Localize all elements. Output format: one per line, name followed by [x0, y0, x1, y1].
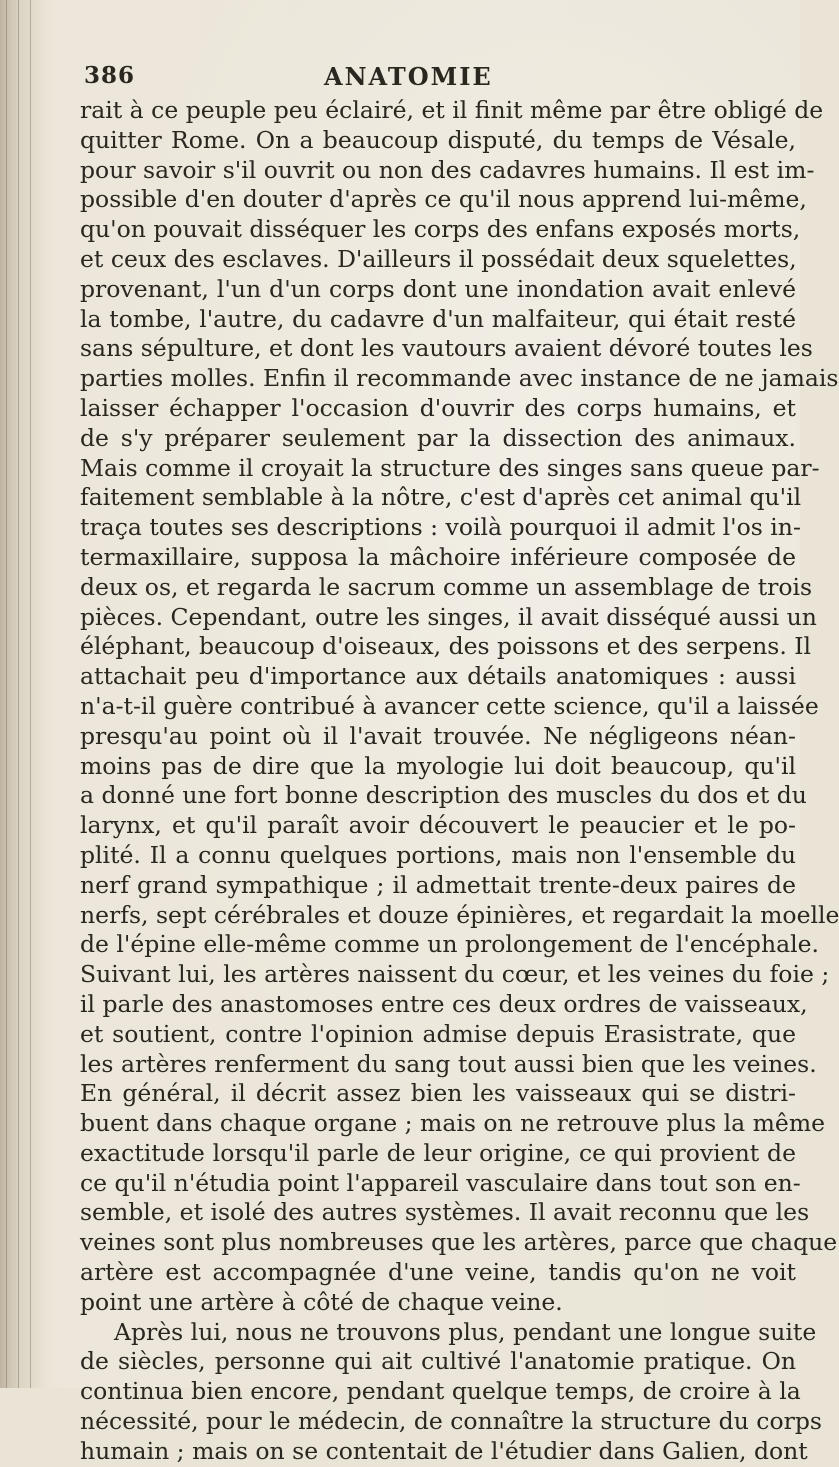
text-line: En général, il décrit assez bien les vaisseaux qui se distri- [80, 1079, 796, 1108]
text-line: artère est accompagnée d'une veine, tandis qu'on ne voit [80, 1258, 796, 1287]
text-line: parties molles. Enfin il recommande avec instance de ne jamais [80, 364, 839, 393]
text-line: pour savoir s'il ouvrit ou non des cadavres humains. Il est im- [80, 155, 815, 184]
text-line: provenant, l'un d'un corps dont une inondation avait enlevé [80, 274, 796, 303]
text-line: deux os, et regarda le sacrum comme un assemblage de trois [80, 572, 813, 601]
text-line: possible d'en douter d'après ce qu'il nous apprend lui-même, [80, 185, 807, 214]
text-line: moins pas de dire que la myologie lui doit beaucoup, qu'il [80, 751, 796, 780]
text-line: traça toutes ses descriptions : voilà pourquoi il admit l'os in- [80, 513, 801, 542]
gutter-edge-line [30, 0, 31, 1388]
text-line: nerfs, sept cérébrales et douze épinières, et regardait la moelle [80, 900, 839, 929]
text-line: de siècles, personne qui ait cultivé l'anatomie pratique. On [80, 1347, 796, 1376]
text-line: laisser échapper l'occasion d'ouvrir des corps humains, et [80, 393, 796, 422]
text-line: et ceux des esclaves. D'ailleurs il possédait deux squelettes, [80, 244, 797, 273]
running-title: ANATOMIE [324, 62, 493, 91]
text-line: Suivant lui, les artères naissent du cœur, et les veines du foie ; [80, 960, 830, 989]
text-line: attachait peu d'importance aux détails anatomiques : aussi [80, 662, 796, 691]
text-line: faitement semblable à la nôtre, c'est d'après cet animal qu'il [80, 483, 802, 512]
text-line: éléphant, beaucoup d'oiseaux, des poissons et des serpens. Il [80, 632, 812, 661]
body-text [80, 96, 839, 1465]
text-line: larynx, et qu'il paraît avoir découvert le peaucier et le po- [80, 811, 796, 840]
text-line: qu'on pouvait disséquer les corps des enfans exposés morts, [80, 215, 801, 244]
text-line: veines sont plus nombreuses que les artères, parce que chaque [80, 1228, 838, 1257]
text-line: Après lui, nous ne trouvons plus, pendant une longue suite [114, 1317, 817, 1346]
page-number: 386 [84, 62, 136, 89]
binding-gutter [0, 0, 46, 1388]
text-line: de s'y préparer seulement par la dissection des animaux. [80, 423, 796, 452]
text-line: il parle des anastomoses entre ces deux ordres de vaisseaux, [80, 989, 808, 1018]
text-line: nécessité, pour le médecin, de connaître la structure du corps [80, 1407, 822, 1436]
text-line: quitter Rome. On a beaucoup disputé, du temps de Vésale, [80, 125, 796, 154]
page-header [84, 62, 704, 92]
text-line: de l'épine elle-même comme un prolongement de l'encéphale. [80, 930, 820, 959]
text-line: la tombe, l'autre, du cadavre d'un malfaiteur, qui était resté [80, 304, 796, 333]
text-line: n'a-t-il guère contribué à avancer cette science, qu'il a laissée [80, 691, 819, 720]
text-line: les artères renferment du sang tout aussi bien que les veines. [80, 1049, 817, 1078]
text-line: Mais comme il croyait la structure des singes sans queue par- [80, 453, 820, 482]
text-line: exactitude lorsqu'il parle de leur origine, ce qui provient de [80, 1138, 796, 1167]
text-line: a donné une fort bonne description des muscles du dos et du [80, 781, 807, 810]
text-line: rait à ce peuple peu éclairé, et il finit même par être obligé de [80, 96, 824, 124]
text-line: sans sépulture, et dont les vautours avaient dévoré toutes les [80, 334, 813, 363]
text-line: plité. Il a connu quelques portions, mais non l'ensemble du [80, 840, 796, 869]
text-line: presqu'au point où il l'avait trouvée. Ne négligeons néan- [80, 721, 796, 750]
text-line: et soutient, contre l'opinion admise depuis Erasistrate, que [80, 1019, 796, 1048]
text-line: pièces. Cependant, outre les singes, il avait disséqué aussi un [80, 602, 817, 631]
text-line: ce qu'il n'étudia point l'appareil vasculaire dans tout son en- [80, 1168, 801, 1197]
gutter-edge-line [6, 0, 7, 1388]
gutter-edge-line [18, 0, 19, 1388]
text-line: humain ; mais on se contentait de l'étudier dans Galien, dont [80, 1436, 808, 1465]
text-line: nerf grand sympathique ; il admettait trente-deux paires de [80, 870, 796, 899]
text-line: termaxillaire, supposa la mâchoire inférieure composée de [80, 542, 796, 571]
text-line: point une artère à côté de chaque veine. [80, 1287, 563, 1316]
text-line: semble, et isolé des autres systèmes. Il avait reconnu que les [80, 1198, 810, 1227]
text-line: buent dans chaque organe ; mais on ne retrouve plus la même [80, 1109, 826, 1138]
text-line: continua bien encore, pendant quelque temps, de croire à la [80, 1377, 801, 1406]
